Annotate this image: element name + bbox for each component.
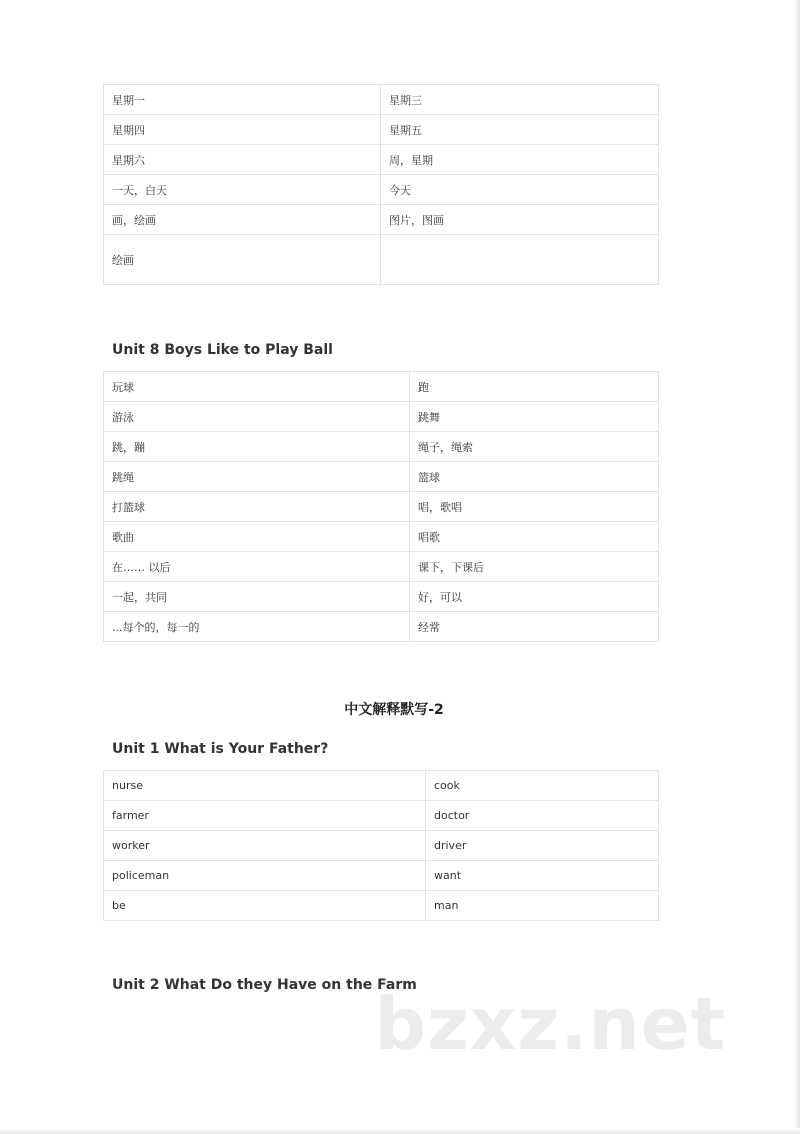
weekdays-table bbox=[103, 84, 659, 285]
table-cell: 课下，下课后 bbox=[410, 552, 659, 582]
table-row bbox=[104, 801, 659, 831]
table-cell: 跳舞 bbox=[410, 402, 659, 432]
unit1-heading: Unit 1 What is Your Father? bbox=[112, 741, 329, 757]
table-row bbox=[104, 891, 659, 921]
table-cell: 玩球 bbox=[104, 372, 410, 402]
table-cell: 在…… 以后 bbox=[104, 552, 410, 582]
unit8-table bbox=[103, 371, 659, 642]
table-cell: ...每个的，每一的 bbox=[104, 612, 410, 642]
table-cell: 跑 bbox=[410, 372, 659, 402]
table-row bbox=[104, 552, 659, 582]
table-cell: 经常 bbox=[410, 612, 659, 642]
section-title: 中文解释默写-2 bbox=[344, 702, 444, 718]
table-row bbox=[104, 145, 659, 175]
table-cell: worker bbox=[104, 831, 426, 861]
table-cell: 今天 bbox=[381, 175, 659, 205]
unit2-heading: Unit 2 What Do they Have on the Farm bbox=[112, 977, 417, 993]
table-row bbox=[104, 612, 659, 642]
table-cell: 星期五 bbox=[381, 115, 659, 145]
table-row bbox=[104, 771, 659, 801]
table-cell: 好，可以 bbox=[410, 582, 659, 612]
table-row bbox=[104, 372, 659, 402]
unit1-table bbox=[103, 770, 659, 921]
table-cell: 歌曲 bbox=[104, 522, 410, 552]
table-row bbox=[104, 522, 659, 552]
table-cell: farmer bbox=[104, 801, 426, 831]
table-row bbox=[104, 205, 659, 235]
table-row bbox=[104, 432, 659, 462]
table-row bbox=[104, 175, 659, 205]
table-cell: 一起，共同 bbox=[104, 582, 410, 612]
table-cell: 星期三 bbox=[381, 85, 659, 115]
table-row bbox=[104, 402, 659, 432]
table-cell: 星期四 bbox=[104, 115, 381, 145]
table-cell: 跳绳 bbox=[104, 462, 410, 492]
table-cell: driver bbox=[426, 831, 659, 861]
table-cell: be bbox=[104, 891, 426, 921]
page-edge bbox=[794, 0, 800, 1134]
table-cell: policeman bbox=[104, 861, 426, 891]
table-row bbox=[104, 462, 659, 492]
table-cell: 周，星期 bbox=[381, 145, 659, 175]
table-cell: 画，绘画 bbox=[104, 205, 381, 235]
table-cell: 绘画 bbox=[104, 235, 381, 285]
table-cell: 打篮球 bbox=[104, 492, 410, 522]
table-cell: 唱歌 bbox=[410, 522, 659, 552]
table-row bbox=[104, 582, 659, 612]
table-row bbox=[104, 115, 659, 145]
watermark: bzxz.net bbox=[374, 982, 726, 1066]
table-cell: 一天，白天 bbox=[104, 175, 381, 205]
table-row bbox=[104, 235, 659, 285]
table-cell: 图片，图画 bbox=[381, 205, 659, 235]
table-cell: man bbox=[426, 891, 659, 921]
table-cell bbox=[381, 235, 659, 285]
table-cell: doctor bbox=[426, 801, 659, 831]
table-row bbox=[104, 831, 659, 861]
table-row bbox=[104, 861, 659, 891]
table-cell: 游泳 bbox=[104, 402, 410, 432]
page-edge bbox=[0, 1128, 800, 1134]
table-cell: 绳子，绳索 bbox=[410, 432, 659, 462]
table-cell: want bbox=[426, 861, 659, 891]
table-cell: 星期六 bbox=[104, 145, 381, 175]
table-cell: 篮球 bbox=[410, 462, 659, 492]
table-row bbox=[104, 85, 659, 115]
table-cell: 星期一 bbox=[104, 85, 381, 115]
table-row bbox=[104, 492, 659, 522]
table-cell: 唱，歌唱 bbox=[410, 492, 659, 522]
table-cell: cook bbox=[426, 771, 659, 801]
table-cell: nurse bbox=[104, 771, 426, 801]
table-cell: 跳，蹦 bbox=[104, 432, 410, 462]
unit8-heading: Unit 8 Boys Like to Play Ball bbox=[112, 342, 333, 358]
